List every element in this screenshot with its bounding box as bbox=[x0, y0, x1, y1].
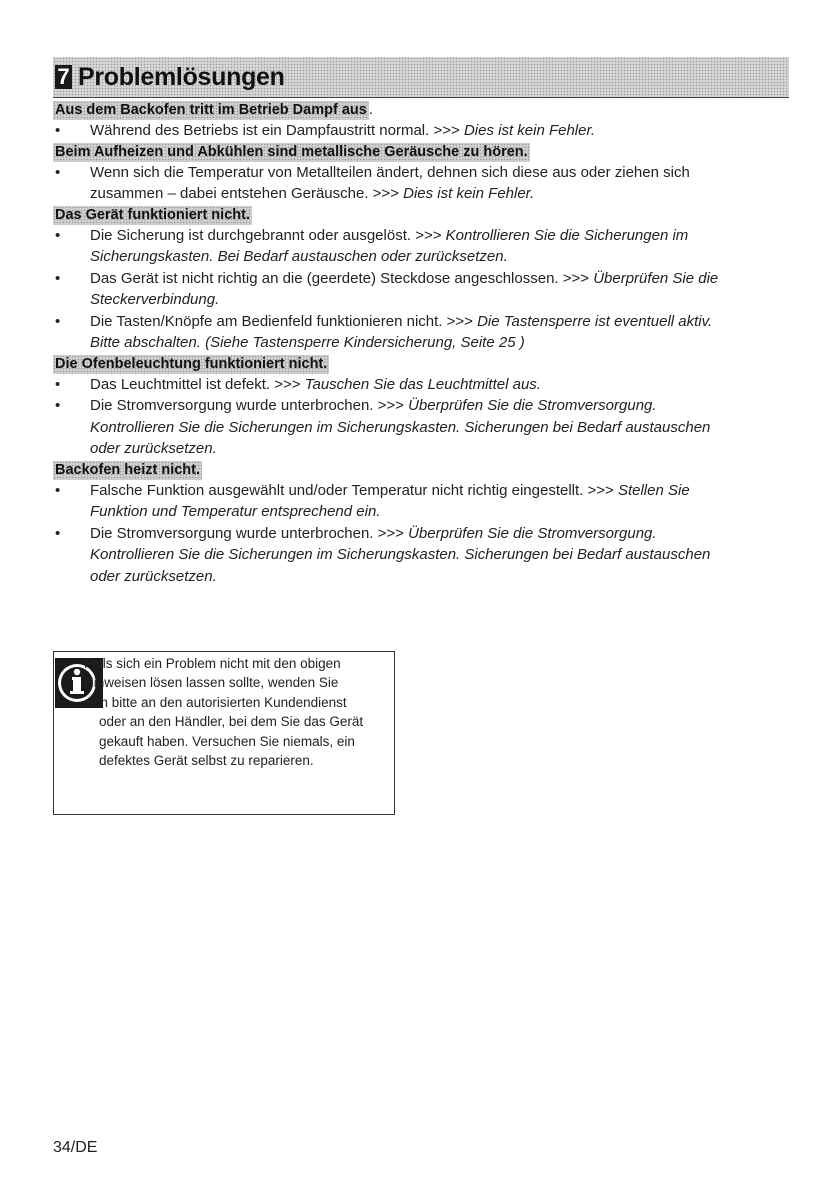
item-remedy: Tauschen Sie das Leuchtmittel aus. bbox=[304, 375, 541, 393]
item-remedy: oder zurücksetzen. bbox=[90, 440, 217, 457]
item-text: Die Sicherung ist durchgebrannt oder ausgelöst. >>> bbox=[90, 226, 446, 244]
section-heading: Aus dem Backofen tritt im Betrieb Dampf aus bbox=[55, 102, 367, 118]
chapter-number: 7 bbox=[55, 65, 72, 89]
item-line bbox=[90, 246, 793, 268]
troubleshooting-list bbox=[53, 100, 793, 587]
section-heading: Backofen heizt nicht. bbox=[55, 461, 201, 478]
item-line bbox=[90, 438, 793, 460]
info-line: gekauft haben. Versuchen Sie niemals, ein bbox=[99, 733, 355, 749]
list-item bbox=[53, 374, 793, 396]
list-item bbox=[53, 311, 793, 354]
list-item bbox=[53, 480, 793, 523]
bullet-icon: • bbox=[55, 397, 61, 414]
item-text: Das Leuchtmittel ist defekt. >>> bbox=[90, 375, 305, 393]
bullet-icon: • bbox=[55, 163, 61, 181]
chapter-title: Problemlösungen bbox=[78, 62, 285, 91]
item-text: Die Stromversorgung wurde unterbrochen. >>> bbox=[90, 524, 409, 542]
item-remedy: Überprüfen Sie die bbox=[593, 269, 719, 287]
item-line bbox=[90, 332, 793, 354]
item-line bbox=[90, 544, 793, 566]
section-heading: Beim Aufheizen und Abkühlen sind metallische Geräusche zu hören. bbox=[55, 143, 528, 160]
list-item bbox=[53, 268, 793, 311]
item-text: Die Stromversorgung wurde unterbrochen. >>> bbox=[90, 397, 409, 414]
item-remedy: Kontrollieren Sie die Sicherungen im bbox=[445, 226, 689, 244]
item-remedy: Bitte abschalten. (Siehe Tastensperre Kindersicherung, Seite 25 ) bbox=[90, 334, 525, 351]
section-1 bbox=[53, 142, 793, 162]
item-text: Während des Betriebs ist ein Dampfaustritt normal. >>> bbox=[90, 122, 464, 139]
info-line: Hinweisen lösen lassen sollte, wenden Sie bbox=[84, 675, 339, 691]
section-4 bbox=[53, 460, 793, 480]
item-remedy: Kontrollieren Sie die Sicherungen im Sicherungskasten. Sicherungen bei Bedarf austauschen bbox=[90, 418, 711, 436]
item-line bbox=[90, 417, 793, 439]
info-line: Falls sich ein Problem nicht mit den obigen bbox=[84, 656, 341, 671]
item-line bbox=[90, 395, 793, 417]
item-text: Die Tasten/Knöpfe am Bedienfeld funktionieren nicht. >>> bbox=[90, 312, 478, 330]
info-text bbox=[84, 654, 392, 770]
section-heading-suffix: . bbox=[368, 102, 373, 118]
item-line bbox=[90, 374, 793, 396]
list-item bbox=[53, 162, 793, 205]
chapter-header bbox=[53, 57, 789, 98]
item-line bbox=[90, 480, 793, 502]
section-2 bbox=[53, 205, 793, 225]
bullet-icon: • bbox=[55, 226, 61, 244]
item-remedy: Steckerverbindung. bbox=[90, 291, 220, 308]
page-number: 34/DE bbox=[53, 1139, 98, 1156]
item-remedy: Dies ist kein Fehler. bbox=[403, 185, 535, 202]
info-line: sich bitte an den autorisierten Kundendienst bbox=[84, 694, 347, 710]
item-line bbox=[90, 311, 793, 333]
item-remedy: Dies ist kein Fehler. bbox=[463, 122, 596, 139]
section-heading: Die Ofenbeleuchtung funktioniert nicht. bbox=[55, 355, 328, 372]
item-text: Falsche Funktion ausgewählt und/oder Temperatur nicht richtig eingestellt. >>> bbox=[90, 481, 618, 499]
bullet-icon: • bbox=[55, 312, 61, 330]
item-text: Wenn sich die Temperatur von Metallteilen ändert, dehnen sich diese aus oder ziehen sich bbox=[90, 163, 690, 181]
bullet-icon: • bbox=[55, 524, 61, 542]
list-item bbox=[53, 523, 793, 588]
section-heading: Das Gerät funktioniert nicht. bbox=[55, 206, 250, 223]
list-item bbox=[53, 395, 793, 460]
section-0 bbox=[53, 100, 793, 120]
item-line bbox=[90, 501, 793, 523]
list-item bbox=[53, 120, 793, 142]
item-line bbox=[90, 289, 793, 311]
item-remedy: Kontrollieren Sie die Sicherungen im Sicherungskasten. Sicherungen bei Bedarf austauschen bbox=[90, 546, 711, 563]
item-line bbox=[90, 523, 793, 545]
item-remedy: Die Tastensperre ist eventuell aktiv. bbox=[477, 312, 713, 330]
item-remedy: Sicherungskasten. Bei Bedarf austauschen oder zurücksetzen. bbox=[90, 248, 508, 265]
item-line bbox=[90, 162, 793, 184]
item-text: zusammen – dabei entstehen Geräusche. >>> bbox=[90, 185, 404, 202]
item-line bbox=[90, 225, 793, 247]
item-text: Das Gerät ist nicht richtig an die (geerdete) Steckdose angeschlossen. >>> bbox=[90, 269, 594, 287]
list-item bbox=[53, 225, 793, 268]
item-remedy: Funktion und Temperatur entsprechend ein. bbox=[90, 503, 381, 520]
info-line: defektes Gerät selbst zu reparieren. bbox=[99, 753, 314, 769]
info-box bbox=[53, 651, 395, 815]
bullet-icon: • bbox=[55, 269, 61, 287]
item-remedy: Überprüfen Sie die Stromversorgung. bbox=[408, 397, 657, 414]
item-line bbox=[90, 183, 793, 205]
section-3 bbox=[53, 354, 793, 374]
item-line bbox=[90, 268, 793, 290]
bullet-icon: • bbox=[55, 122, 61, 139]
item-remedy: Überprüfen Sie die Stromversorgung. bbox=[408, 524, 657, 542]
bullet-icon: • bbox=[55, 375, 61, 393]
item-line bbox=[90, 566, 793, 588]
bullet-icon: • bbox=[55, 481, 61, 499]
item-line bbox=[90, 120, 793, 142]
info-line: oder an den Händler, bei dem Sie das Gerät bbox=[99, 714, 364, 730]
item-remedy: oder zurücksetzen. bbox=[90, 567, 217, 585]
item-remedy: Stellen Sie bbox=[617, 481, 690, 499]
